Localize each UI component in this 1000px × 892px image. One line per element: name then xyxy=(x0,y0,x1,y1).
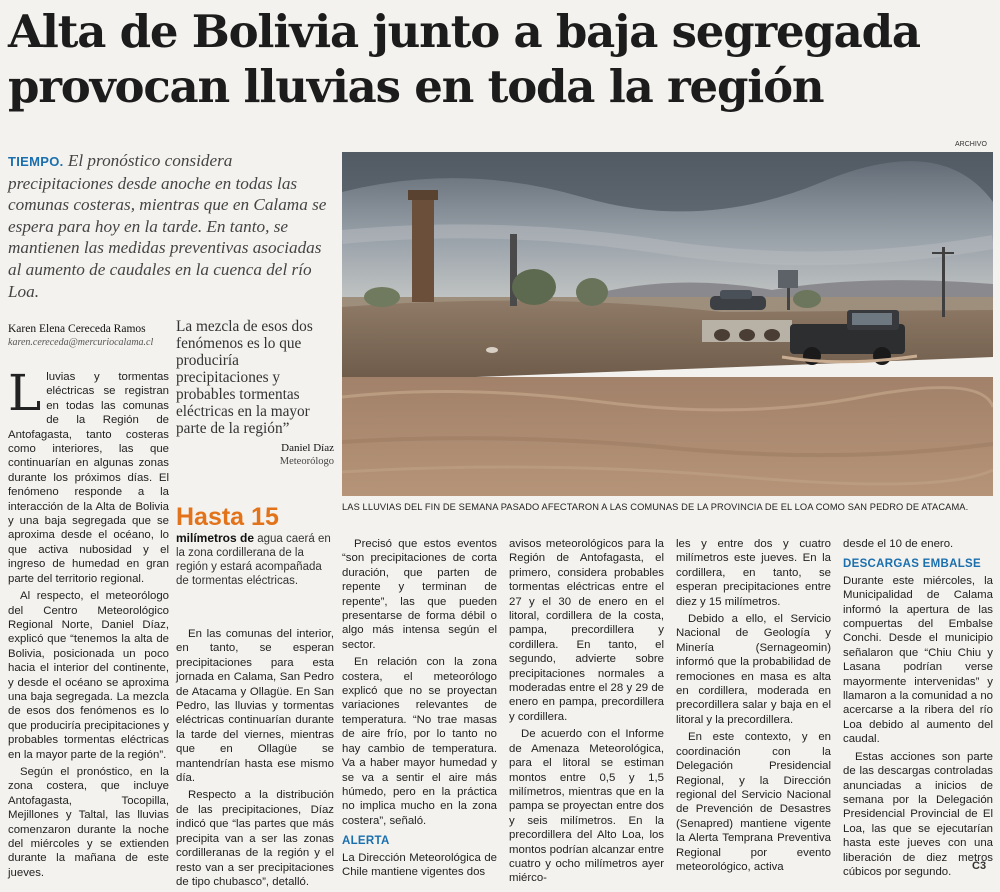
paragraph: Lluvias y tormentas eléctricas se registran en todas las comunas de la Región de Antofagasta, tanto costeras como interiores, las que continuarían en algunas zonas durante los próximos días. El fenómeno responde a la interacción de la Alta de Bolivia y una baja segregada que se aproxima desde el océano, lo que activa nubosidad y el ingreso de humedad en gran parte del territorio regional. xyxy=(8,364,169,585)
quote-attribution xyxy=(176,442,334,467)
end-mark: C3 xyxy=(972,860,987,872)
fact-box xyxy=(176,503,334,588)
article-column-1 xyxy=(8,364,169,883)
flood-photo xyxy=(342,152,993,496)
lead-text: El pronóstico considera precipitaciones desde anoche en todas las comunas costeras, mientras que en Calama se espera para hoy en la tarde. En tanto, se mantienen las medidas preventivas asociadas al aumento de caudales en la cuenca del río Loa. xyxy=(8,151,327,301)
fact-description: milímetros de agua caerá en la zona cordillerana de la región y estará acompañada de tormentas eléctricas. xyxy=(176,531,331,587)
quote-author-role: Meteorólogo xyxy=(279,456,334,467)
paragraph: En este contexto, y en coordinación con la Delegación Presidencial Regional, y la Dirección regional del Servicio Nacional de Prevención de Desastres (Senapred) mantiene vigente la Alerta Temprana Preventiva Regional por evento meteorológico, activa xyxy=(676,731,831,873)
photo-caption: LAS LLUVIAS DEL FIN DE SEMANA PASADO AFECTARON A LAS COMUNAS DE LA PROVINCIA DE EL LOA COMO SAN PEDRO DE ATACAMA. xyxy=(342,502,969,512)
paragraph: desde el 10 de enero. xyxy=(843,538,954,550)
paragraph: Debido a ello, el Servicio Nacional de Geología y Minería (Sernageomin) informó que la probabilidad de remociones en masa es alta en cordillera, moderada en precordillera salar y baja en el litoral y la precordillera. xyxy=(676,613,831,726)
paragraph: les y entre dos y cuatro milímetros este jueves. En la cordillera, en tanto, se esperan precipitaciones entre diez y 15 milímetros. xyxy=(676,538,831,608)
lead-paragraph xyxy=(8,150,330,302)
subhead-alerta: ALERTA xyxy=(342,835,390,848)
photo-credit: ARCHIVO xyxy=(955,141,987,148)
drop-cap: L xyxy=(8,364,42,422)
article-column-4 xyxy=(509,537,664,889)
author-name: Karen Elena Cereceda Ramos xyxy=(8,323,146,335)
paragraph: En relación con la zona costera, el meteorólogo explicó que no se proyectan variaciones relevantes de temperatura. “No trae masas de aire frío, por lo tanto no hay cambio de temperatura. Va a haber mayor humedad y se va a sentir el aire más húmedo, pero en la práctica no implica mucho en la zona costera”, señaló. xyxy=(342,656,497,827)
headline: Alta de Bolivia junto a baja segregada provocan lluvias en toda la región xyxy=(8,5,920,113)
article-column-3 xyxy=(342,537,497,882)
article-column-5 xyxy=(676,537,831,877)
paragraph: Respecto a la distribución de las precipitaciones, Díaz indicó que “las partes que más precipita van a ser las zonas cordilleranas de la región y el resto van a ser precipitaciones de tipo chubasco”, detalló. xyxy=(176,789,334,888)
paragraph: Durante este miércoles, la Municipalidad de Calama informó la apertura de las compuertas del Embalse Conchi. Desde el municipio señalaron que “Chiu Chiu y Lasana podrían verse mayormente intervenidas” y llamaron a la comunidad a no acercarse a la ribera del río Loa debido al aumento del caudal. xyxy=(843,574,993,746)
paragraph: En las comunas del interior, en tanto, se esperan precipitaciones para esta jornada en Calama, San Pedro de Atacama y Ollagüe. En San Pedro, las lluvias y tormentas eléctricas continuarían durante la tarde del viernes, mientras que en Ollagüe se mantendrían hasta ese mismo día. xyxy=(176,628,334,785)
subhead-descargas-embalse: DESCARGAS EMBALSE xyxy=(843,558,982,571)
pull-quote: La mezcla de esos dos fenómenos es lo que produciría precipitaciones y probables tormentas eléctricas en la mayor parte de la región” xyxy=(176,318,313,437)
author-byline xyxy=(8,323,173,348)
author-email: karen.cereceda@mercuriocalama.cl xyxy=(8,337,154,348)
paragraph: Precisó que estos eventos “son precipitaciones de corta duración, que parten de repente y terminan de repente”, las que pueden presentarse de forma débil o algo más intensa según el sector. xyxy=(342,538,497,651)
lead-kicker: TIEMPO. xyxy=(8,154,64,169)
paragraph: La Dirección Meteorológica de Chile mantiene vigentes dos xyxy=(342,851,497,878)
flood-scene-image xyxy=(342,152,993,496)
article-column-2 xyxy=(176,627,334,892)
fact-unit: milímetros de xyxy=(176,531,255,545)
paragraph: De acuerdo con el Informe de Amenaza Meteorológica, para el litoral se estiman montos entre 0,5 y 1,5 milímetros, mientras que en la pampa se proyectan entre dos y seis milímetros. En la precordillera del Alto Loa, los montos podrían alcanzar entre cuatro y ocho milímetros ayer miérco- xyxy=(509,728,664,885)
fact-figure: Hasta 15 xyxy=(176,503,279,531)
paragraph: Estas acciones son parte de las descargas controladas anunciadas a inicios de semana por la Delegación Presidencial Provincial de El Loa, las que se ejecutarían hasta este jueves con una liberación de diez metros cúbicos por segundo. xyxy=(843,750,993,878)
quote-author: Daniel Díaz xyxy=(281,442,334,454)
paragraph: avisos meteorológicos para la Región de Antofagasta, el primero, considera probables tormentas eléctricas entre el 27 y el 30 de enero en el litoral, cordillera de la costa, pampa, precordillera y cordillera. En tanto, el segundo, advierte sobre precipitaciones normales a moderadas entre el 28 y 29 de enero en pampa, precordillera y cordillera. xyxy=(509,538,664,723)
paragraph: Según el pronóstico, en la zona costera, que incluye Antofagasta, Tocopilla, Mejillones y Taltal, las lluvias comenzaron durante la noche del miércoles y se extienden durante la mañana de este jueves. xyxy=(8,765,169,879)
article-column-6 xyxy=(843,537,993,882)
paragraph: Al respecto, el meteorólogo del Centro Meteorológico Regional Norte, Daniel Díaz, explicó que “tenemos la alta de Bolivia, posicionada un poco hacia el interior del continente, y desde el océano se aproxima una baja segregada. La mezcla de esos dos fenómenos es lo que produciría precipitaciones y probables tormentas eléctricas en la mayor parte de la región”. xyxy=(8,590,169,761)
